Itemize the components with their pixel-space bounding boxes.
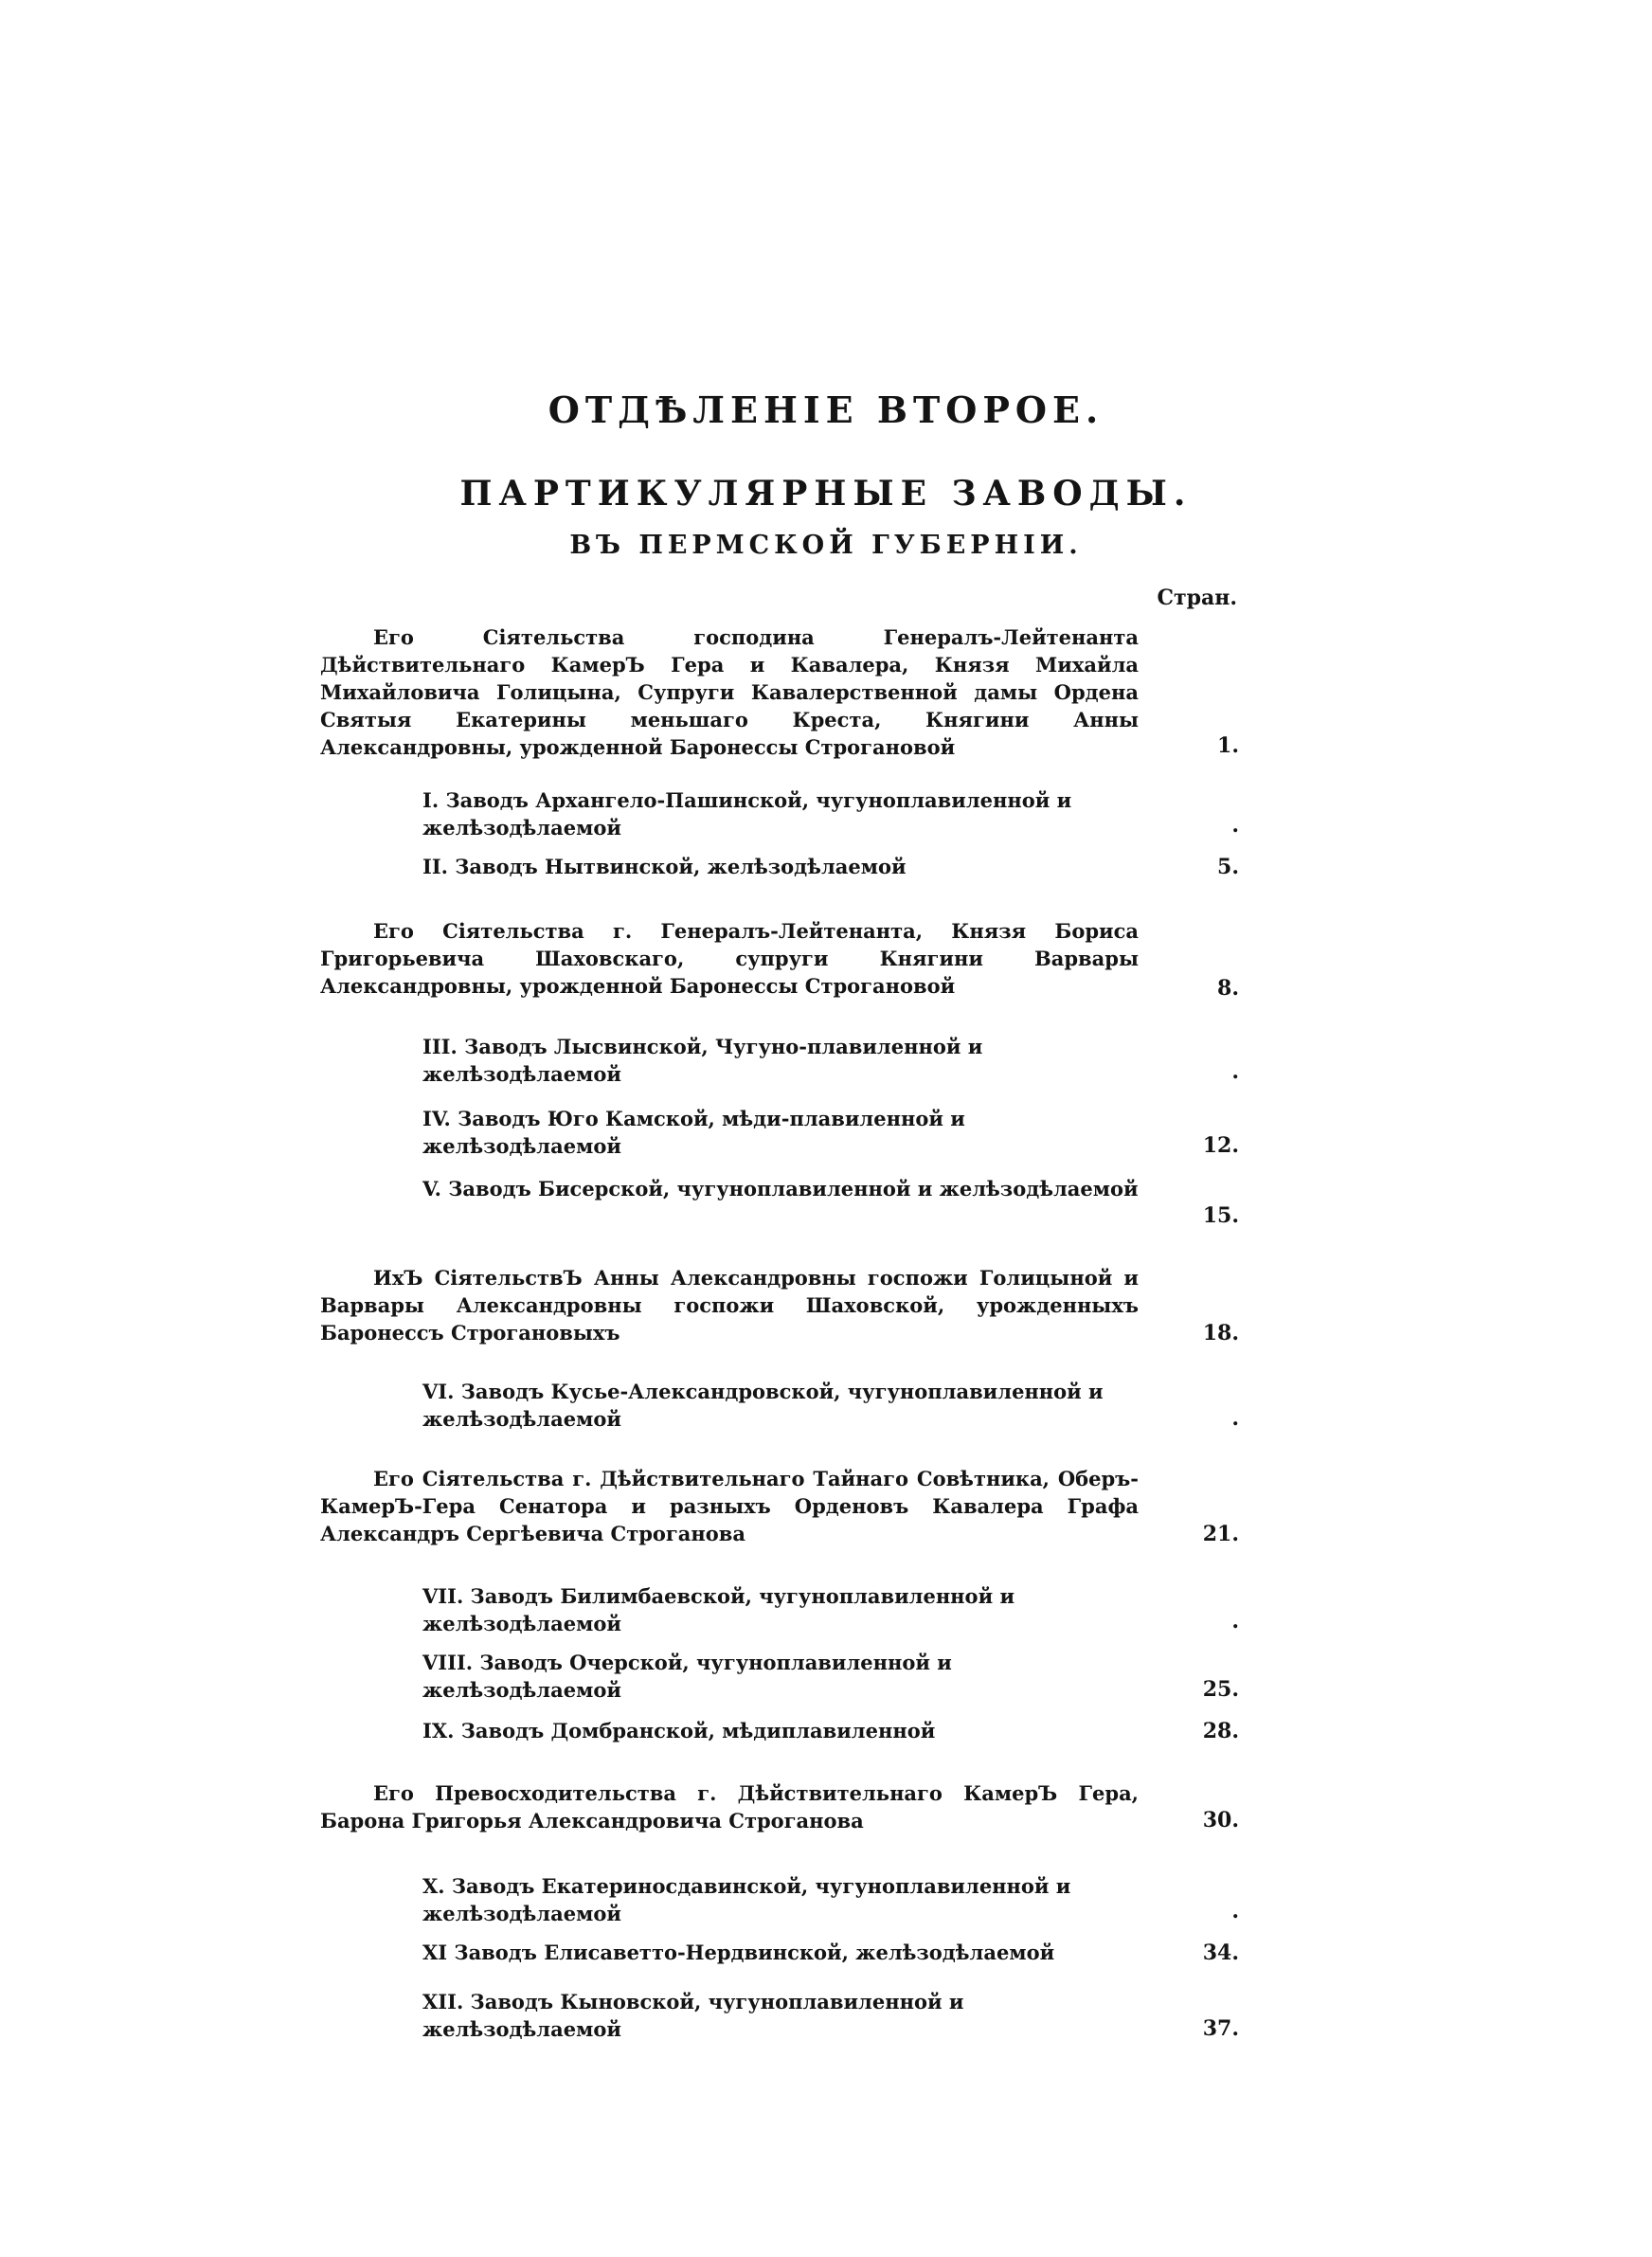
owner-entry bbox=[320, 917, 1139, 1000]
factory-text: V. Заводъ Бисерской, чугуноплавиленной и желѣзодѣлаемой bbox=[422, 1177, 1139, 1201]
subtitle-heading: ВЪ ПЕРМСКОЙ ГУБЕРНІИ. bbox=[569, 531, 1083, 560]
factory-text: II. Заводъ Нытвинской, желѣзодѣлаемой bbox=[422, 855, 907, 878]
page-number: 1. bbox=[1217, 733, 1239, 758]
owner-entry bbox=[320, 1264, 1139, 1346]
factory-entry bbox=[422, 853, 1139, 880]
factory-entry bbox=[422, 1378, 1139, 1433]
page-number: . bbox=[1231, 1609, 1239, 1634]
page-number: 28. bbox=[1202, 1719, 1239, 1743]
factory-text: I. Заводъ Архангело-Пашинской, чугуноплавиленной и желѣзодѣлаемой bbox=[422, 788, 1072, 840]
page-number: 37. bbox=[1202, 2016, 1239, 2041]
owner-entry bbox=[320, 1465, 1139, 1547]
factory-entry bbox=[422, 786, 1139, 841]
factory-entry bbox=[422, 1033, 1139, 1088]
factory-entry bbox=[422, 1105, 1139, 1160]
page-number: 15. bbox=[1202, 1203, 1239, 1228]
page-number: . bbox=[1231, 1059, 1239, 1084]
page-number: 25. bbox=[1202, 1677, 1239, 1702]
page-number: . bbox=[1231, 1899, 1239, 1923]
factory-text: XI Заводъ Елисаветто-Нердвинской, желѣзодѣлаемой bbox=[422, 1941, 1055, 1964]
page-number: 18. bbox=[1202, 1321, 1239, 1345]
page-column-label: Стран. bbox=[1157, 586, 1237, 610]
factory-entry bbox=[422, 1988, 1139, 2043]
factory-entry bbox=[422, 1649, 1139, 1704]
owner-text: Его Сіятельства господина Генералъ-Лейтенанта Дѣйствительнаго КамерЪ Гера и Кавалера, Князя Михайла Михайловича Голицына, Супруги Кавалерственной дамы Ордена Святыя Екатерины меньшаго Креста, Княгини Анны Александровны, урожденной Баронессы Строгановой bbox=[320, 625, 1139, 759]
owner-text: Его Превосходительства г. Дѣйствительнаго КамерЪ Гера, Барона Григорья Александровича Строганова bbox=[320, 1781, 1139, 1833]
page-number: . bbox=[1231, 813, 1239, 838]
owner-text: Его Сіятельства г. Дѣйствительнаго Тайнаго Совѣтника, Оберъ-КамерЪ-Гера Сенатора и разныхъ Орденовъ Кавалера Графа Александръ Сергѣевича Строганова bbox=[320, 1467, 1139, 1545]
page-number: . bbox=[1231, 1406, 1239, 1431]
factory-text: VII. Заводъ Билимбаевской, чугуноплавиленной и желѣзодѣлаемой bbox=[422, 1584, 1015, 1635]
factory-entry bbox=[422, 1175, 1139, 1202]
page-number: 8. bbox=[1217, 976, 1239, 1001]
factory-text: IX. Заводъ Домбранской, мѣдиплавиленной bbox=[422, 1719, 936, 1742]
factory-entry bbox=[422, 1582, 1139, 1637]
factory-text: VI. Заводъ Кусье-Александровской, чугуноплавиленной и желѣзодѣлаемой bbox=[422, 1380, 1104, 1431]
factory-text: III. Заводъ Лысвинской, Чугуно-плавиленной и желѣзодѣлаемой bbox=[422, 1035, 983, 1086]
section-heading: ОТДѢЛЕНІЕ ВТОРОЕ. bbox=[548, 388, 1104, 431]
owner-entry bbox=[320, 1779, 1139, 1834]
page-number: 30. bbox=[1202, 1808, 1239, 1833]
factory-text: IV. Заводъ Юго Камской, мѣди-плавиленной и желѣзодѣлаемой bbox=[422, 1107, 965, 1158]
factory-entry bbox=[422, 1872, 1139, 1927]
page-number: 21. bbox=[1202, 1522, 1239, 1546]
owner-text: ИхЪ СіятельствЪ Анны Александровны госпожи Голицыной и Варвары Александровны госпожи Шаховской, урожденныхъ Баронессъ Строгановыхъ bbox=[320, 1266, 1139, 1345]
page-number: 34. bbox=[1202, 1941, 1239, 1965]
factory-entry bbox=[422, 1939, 1139, 1966]
factory-text: XII. Заводъ Кыновской, чугуноплавиленной и желѣзодѣлаемой bbox=[422, 1990, 964, 2041]
factory-text: VIII. Заводъ Очерской, чугуноплавиленной и желѣзодѣлаемой bbox=[422, 1651, 952, 1702]
factory-text: X. Заводъ Екатериносдавинской, чугуноплавиленной и желѣзодѣлаемой bbox=[422, 1874, 1071, 1925]
page-number: 5. bbox=[1217, 855, 1239, 879]
owner-text: Его Сіятельства г. Генералъ-Лейтенанта, Князя Бориса Григорьевича Шаховскаго, супруги Княгини Варвары Александровны, урожденной Баронессы Строгановой bbox=[320, 919, 1139, 998]
page-number: 12. bbox=[1202, 1133, 1239, 1158]
title-heading: ПАРТИКУЛЯРНЫЕ ЗАВОДЫ. bbox=[459, 474, 1193, 514]
owner-entry bbox=[320, 623, 1139, 761]
factory-entry bbox=[422, 1717, 1139, 1744]
